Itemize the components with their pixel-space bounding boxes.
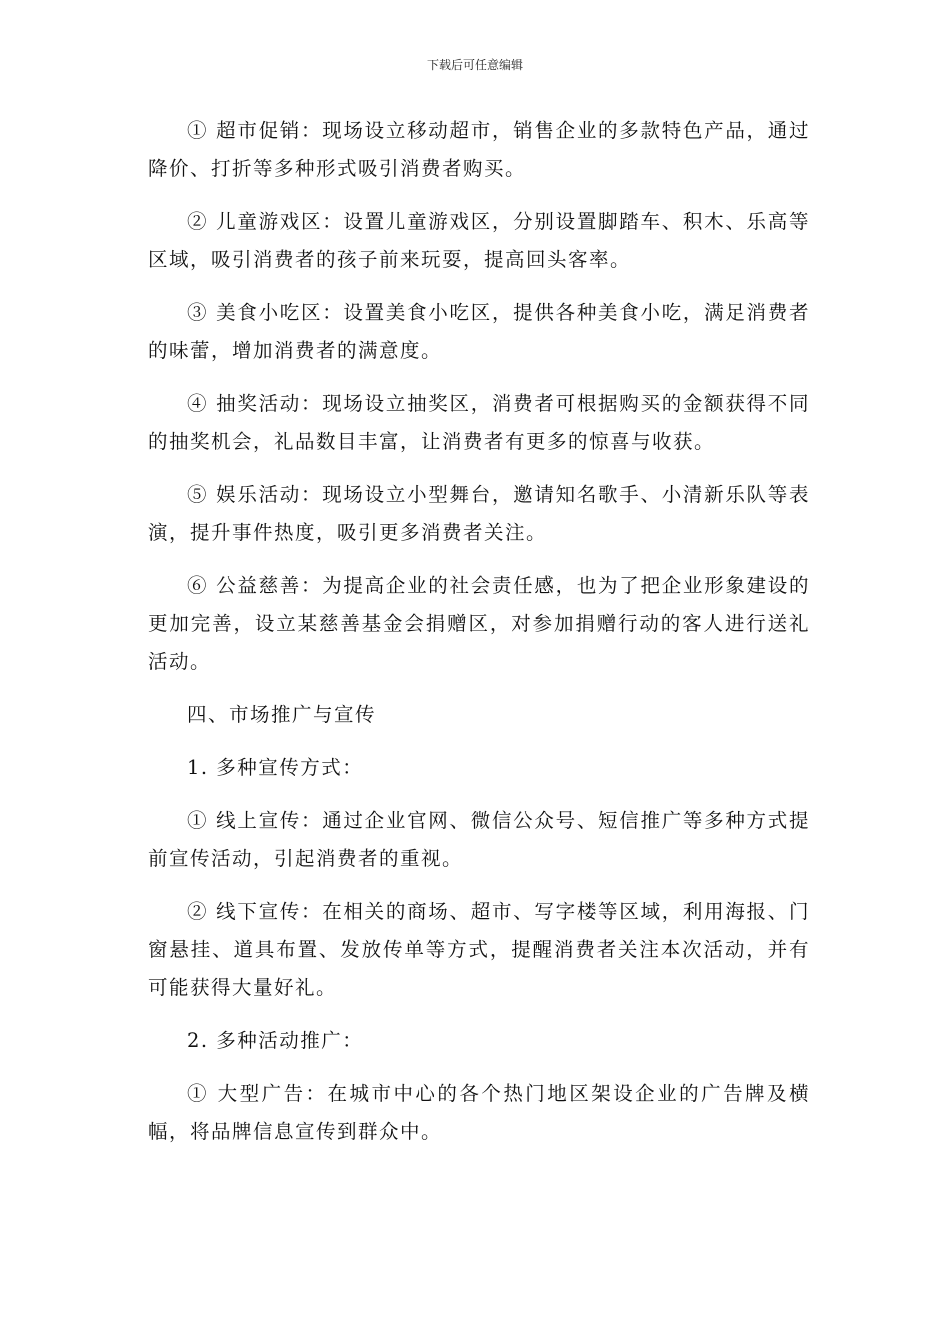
paragraph-large-ads: ① 大型广告：在城市中心的各个热门地区架设企业的广告牌及横幅，将品牌信息宣传到群众中。 (148, 1082, 810, 1143)
subheading-activity-promotion: 2. 多种活动推广： (187, 1029, 364, 1052)
subheading-publicity-methods: 1. 多种宣传方式： (187, 756, 364, 779)
paragraph-supermarket-promo: ① 超市促销：现场设立移动超市，销售企业的多款特色产品，通过降价、打折等多种形式吸引消费者购买。 (148, 119, 810, 180)
page-header-note: 下载后可任意编辑 (426, 58, 523, 72)
paragraph-food-snack-area: ③ 美食小吃区：设置美食小吃区，提供各种美食小吃，满足消费者的味蕾，增加消费者的满意度。 (148, 301, 810, 362)
document-body (148, 112, 810, 1166)
section-heading-marketing: 四、市场推广与宣传 (187, 703, 377, 726)
paragraph-charity: ⑥ 公益慈善：为提高企业的社会责任感，也为了把企业形象建设的更加完善，设立某慈善基金会捐赠区，对参加捐赠行动的客人进行送礼活动。 (148, 574, 810, 673)
paragraph-kids-play-area: ② 儿童游戏区：设置儿童游戏区，分别设置脚踏车、积木、乐高等区域，吸引消费者的孩子前来玩耍，提高回头客率。 (148, 210, 810, 271)
paragraph-offline-publicity: ② 线下宣传：在相关的商场、超市、写字楼等区域，利用海报、门窗悬挂、道具布置、发放传单等方式，提醒消费者关注本次活动，并有可能获得大量好礼。 (148, 900, 810, 999)
paragraph-online-publicity: ① 线上宣传：通过企业官网、微信公众号、短信推广等多种方式提前宣传活动，引起消费者的重视。 (148, 809, 810, 870)
paragraph-entertainment-activity: ⑤ 娱乐活动：现场设立小型舞台，邀请知名歌手、小清新乐队等表演，提升事件热度，吸引更多消费者关注。 (148, 483, 810, 544)
paragraph-lottery-activity: ④ 抽奖活动：现场设立抽奖区，消费者可根据购买的金额获得不同的抽奖机会，礼品数目丰富，让消费者有更多的惊喜与收获。 (148, 392, 810, 453)
